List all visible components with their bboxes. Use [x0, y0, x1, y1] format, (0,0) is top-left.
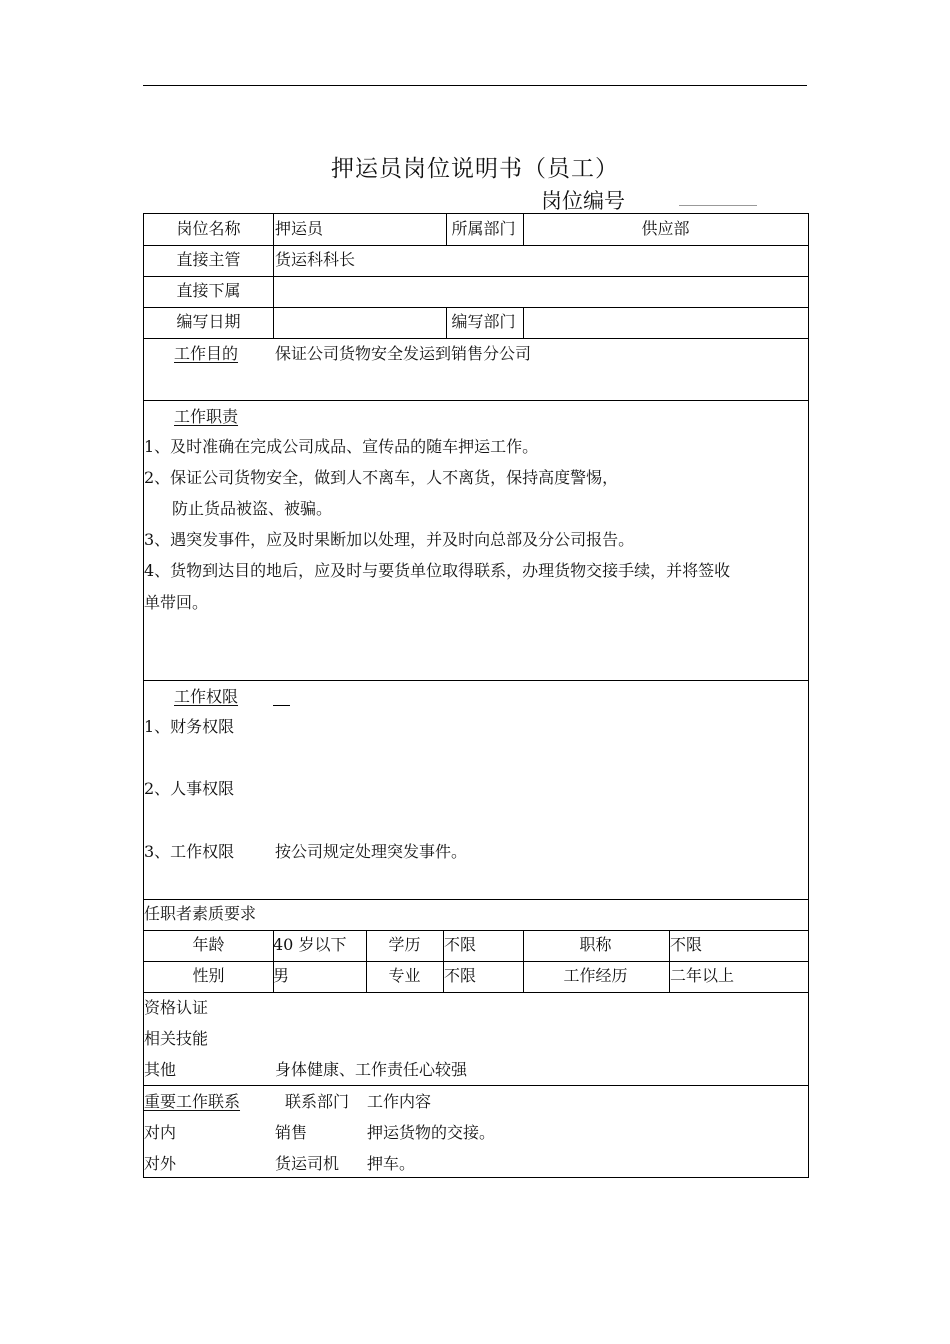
- authority-blank: [273, 705, 290, 706]
- writer-dept-label: 编写部门: [451, 312, 516, 331]
- other-label: 其他: [144, 1060, 177, 1079]
- position-code-label: 岗位编号: [541, 189, 625, 213]
- external-content: 押车。: [367, 1154, 416, 1173]
- work-authority-text: 按公司规定处理突发事件。: [275, 842, 468, 861]
- education-value: 不限: [444, 935, 477, 954]
- gender-label: 性别: [192, 966, 225, 985]
- position-name-label: 岗位名称: [176, 219, 241, 238]
- work-authority: 3、工作权限: [144, 842, 235, 861]
- purpose-text: 保证公司货物安全发运到销售分公司: [275, 344, 532, 363]
- contacts-header: 重要工作联系: [144, 1092, 241, 1111]
- skills-label: 相关技能: [144, 1029, 209, 1048]
- internal-label: 对内: [144, 1123, 177, 1142]
- authority-label: 工作权限: [174, 687, 239, 706]
- duty-line: 3、遇突发事件，应及时果断加以处理，并及时向总部及分公司报告。: [144, 530, 635, 549]
- purpose-label: 工作目的: [174, 344, 239, 363]
- row-rule: [144, 992, 809, 993]
- row-rule: [144, 276, 809, 277]
- age-value: 40 岁以下: [273, 935, 347, 954]
- duty-line: 单带回。: [144, 593, 209, 612]
- finance-authority: 1、财务权限: [144, 717, 235, 736]
- education-label: 学历: [388, 935, 421, 954]
- position-code-blank: [679, 205, 757, 206]
- title-label: 职称: [579, 935, 612, 954]
- external-dept: 货运司机: [275, 1154, 340, 1173]
- internal-content: 押运货物的交接。: [367, 1123, 496, 1142]
- duty-line: 4、货物到达目的地后，应及时与要货单位取得联系，办理货物交接手续，并将签收: [144, 561, 731, 580]
- row-rule: [144, 961, 809, 962]
- quals-header: 任职者素质要求: [144, 904, 257, 923]
- department-value: 供应部: [641, 219, 690, 238]
- duties-label: 工作职责: [174, 407, 239, 426]
- duty-line: 2、保证公司货物安全，做到人不离车，人不离货，保持高度警惕，: [144, 468, 619, 487]
- col-rule: [273, 214, 274, 338]
- row-rule: [144, 1085, 809, 1086]
- subordinate-label: 直接下属: [176, 281, 241, 300]
- date-label: 编写日期: [176, 312, 241, 331]
- row-rule: [144, 338, 809, 339]
- row-rule: [144, 245, 809, 246]
- gender-value: 男: [273, 966, 290, 985]
- row-rule: [144, 930, 809, 931]
- age-label: 年龄: [192, 935, 225, 954]
- position-name-value: 押运员: [275, 219, 324, 238]
- major-label: 专业: [388, 966, 421, 985]
- top-rule: [143, 85, 807, 86]
- duty-line: 防止货品被盗、被骗。: [172, 499, 333, 518]
- contacts-col-content: 工作内容: [367, 1092, 432, 1111]
- experience-label: 工作经历: [563, 966, 628, 985]
- row-rule: [144, 400, 809, 401]
- certification-label: 资格认证: [144, 998, 209, 1017]
- title-value: 不限: [670, 935, 703, 954]
- row-rule: [144, 680, 809, 681]
- supervisor-value: 货运科科长: [275, 250, 356, 269]
- duty-line: 1、及时准确在完成公司成品、宣传品的随车押运工作。: [144, 437, 539, 456]
- document-title: 押运员岗位说明书（员工）: [331, 156, 619, 182]
- external-label: 对外: [144, 1154, 177, 1173]
- col-rule: [523, 307, 524, 338]
- contacts-col-dept: 联系部门: [285, 1092, 350, 1111]
- other-value: 身体健康、工作责任心较强: [275, 1060, 468, 1079]
- personnel-authority: 2、人事权限: [144, 779, 235, 798]
- department-label: 所属部门: [451, 219, 516, 238]
- row-rule: [144, 307, 809, 308]
- major-value: 不限: [444, 966, 477, 985]
- experience-value: 二年以上: [670, 966, 735, 985]
- supervisor-label: 直接主管: [176, 250, 241, 269]
- internal-dept: 销售: [275, 1123, 308, 1142]
- row-rule: [144, 899, 809, 900]
